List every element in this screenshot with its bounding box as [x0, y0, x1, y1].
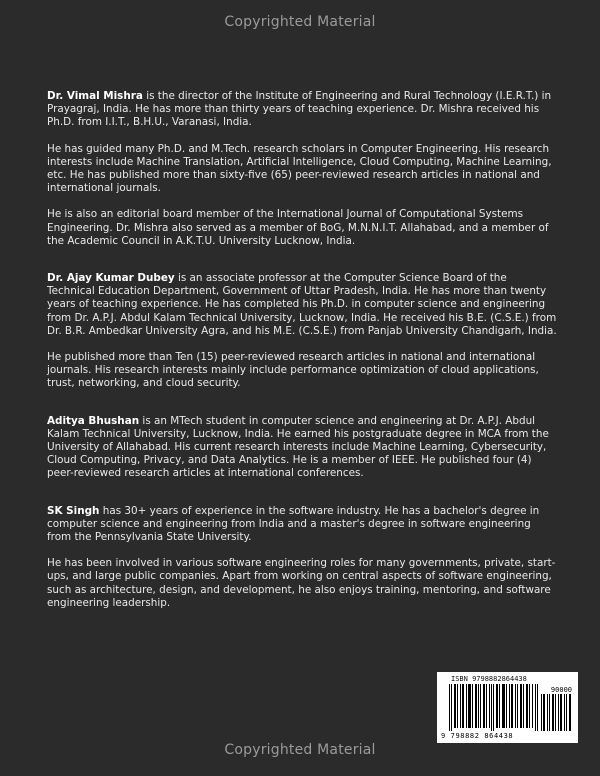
author-name: Aditya Bhushan — [47, 414, 140, 427]
price-code: 90000 — [550, 686, 572, 694]
barcode-digits: 9 798882 864438 — [441, 732, 514, 740]
author-name: Dr. Ajay Kumar Dubey — [47, 272, 175, 285]
bio-singh-p1: SK Singh has 30+ years of experience in the software industry. He has a bachelor's degree in computer science and engineering from India and a master's degree in software engineering from the Pennsylvania State University. — [47, 504, 540, 544]
bio-mishra-p1: Dr. Vimal Mishra is the director of the Institute of Engineering and Rural Technology (I.E.R.T.) in Prayagraj, India. He has more than thirty years of teaching experience. Dr. Mishra received his Ph.D. from I.I.T., B.H.U., Varanasi, India. — [47, 90, 552, 129]
bio-bhushan-p1: Aditya Bhushan is an MTech student in computer science and engineering at Dr. A.P.J. Abdul Kalam Technical University, Lucknow, India. He earned his postgraduate degree in MCA from the University of Allahabad. His current research interests include Machine Learning, Cybersecurity, Cloud Computing, Privacy, and Data Analytics. He is a member of IEEE. He published four (4) peer-reviewed research articles at international conferences. — [47, 414, 549, 480]
bio-dubey-p2: He published more than Ten (15) peer-reviewed research articles in national and international journals. His research interests mainly include performance optimization of cloud applications, trust, networking, and cloud security. — [47, 351, 539, 390]
author-name: Dr. Vimal Mishra — [47, 90, 143, 102]
isbn-label: ISBN 9798882864438 — [451, 675, 527, 683]
author-name: SK Singh — [47, 504, 100, 517]
addon-barcode-bars — [541, 694, 571, 731]
bio-dubey-p1: Dr. Ajay Kumar Dubey is an associate professor at the Computer Science Board of the Technical Education Department, Government of Uttar Pradesh, India. He has more than twenty years of teaching experience. He has completed his Ph.D. in computer science and engineering from Dr. A.P.J. Abdul Kalam Technical University, Lucknow, India. He received his B.E. (C.S.E.) from Dr. B.R. Ambedkar University Agra, and his M.E. (C.S.E.) from Panjab University Chandigarh, India. — [47, 272, 557, 337]
watermark-top: Copyrighted Material — [224, 14, 376, 30]
watermark-bottom: Copyrighted Material — [224, 742, 376, 758]
author-bios — [47, 90, 557, 623]
bio-singh-p2: He has been involved in various software engineering roles for many governments, private, start-ups, and large public companies. Apart from working on central aspects of software engineering, such as architecture, design, and development, he also enjoys training, mentoring, and software engineering leadership. — [47, 557, 556, 609]
bio-mishra-p2: He has guided many Ph.D. and M.Tech. research scholars in Computer Engineering. His research interests include Machine Translation, Artificial Intelligence, Cloud Computing, Machine Learning, etc. He has published more than sixty-five (65) peer-reviewed research articles in national and international journals. — [47, 142, 552, 195]
bio-mishra-p3: He is also an editorial board member of the International Journal of Computational Systems Engineering. Dr. Mishra also served as a member of BoG, M.N.N.I.T. Allahabad, and a member of the Academic Council in A.K.T.U. University Lucknow, India. — [47, 208, 549, 247]
barcode-bars — [449, 684, 539, 731]
isbn-barcode — [437, 672, 578, 743]
